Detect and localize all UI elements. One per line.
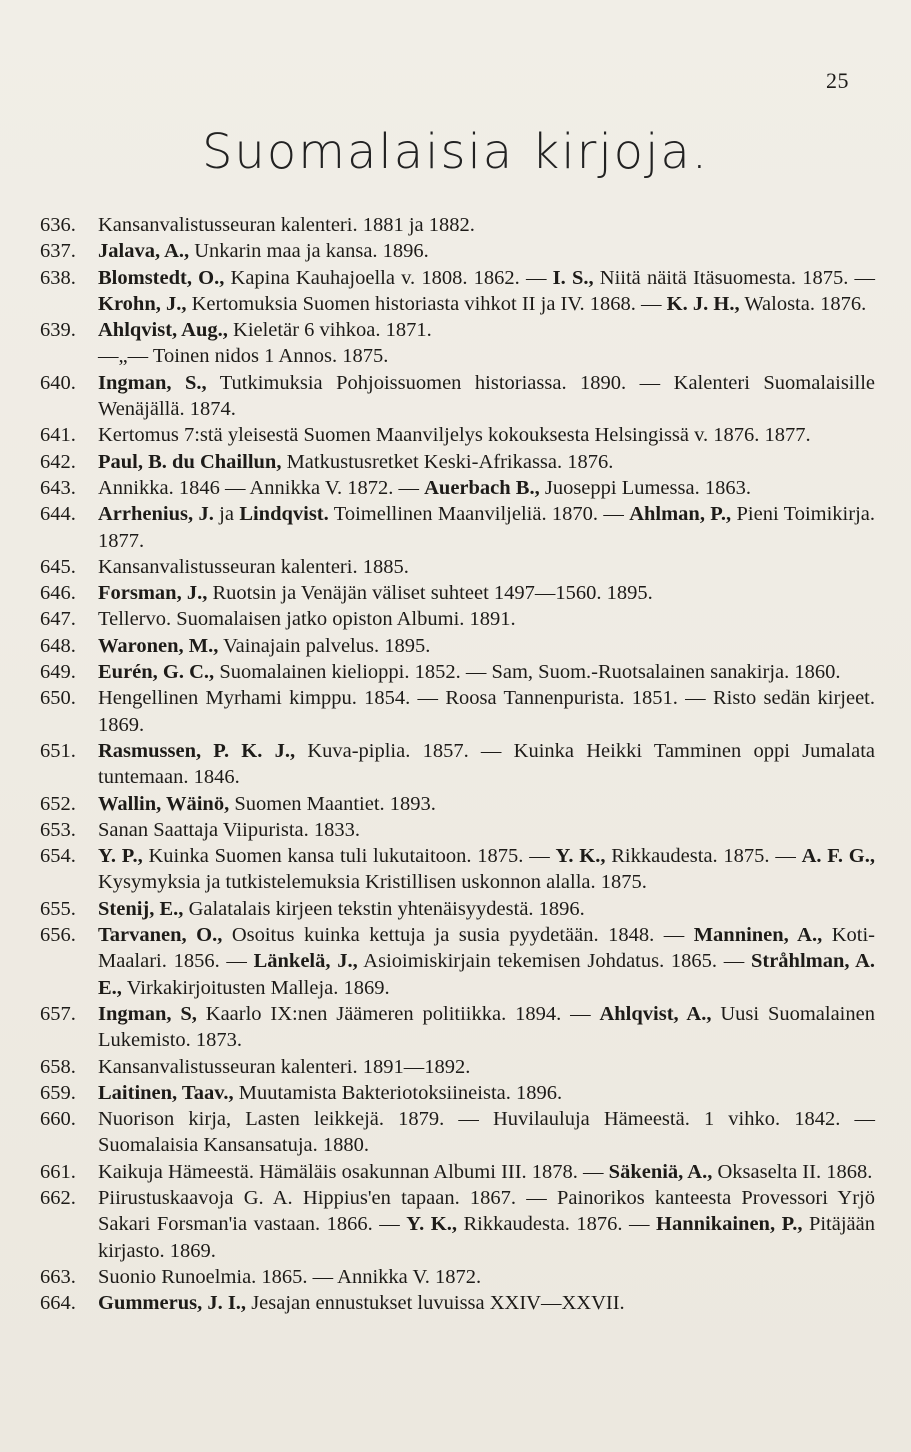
entry-text	[98, 817, 875, 843]
entry-segment: Koti-Maalari. 1856. —	[98, 924, 875, 973]
author-name: Forsman, J.,	[98, 582, 208, 605]
catalog-entry	[40, 791, 875, 817]
entry-text	[98, 370, 875, 423]
entry-segment: —„— Toinen nidos 1 Annos. 1875.	[98, 345, 389, 368]
entry-segment: Sanan Saattaja Viipurista. 1833.	[98, 818, 360, 841]
entry-text	[98, 922, 875, 1001]
entry-text	[98, 843, 875, 896]
entry-segment: Uusi Suomalainen Lukemisto. 1873.	[98, 1002, 875, 1052]
author-name: Ingman, S.,	[98, 371, 207, 394]
entry-text	[98, 1290, 875, 1316]
catalog-entry	[40, 212, 875, 238]
entry-segment: ja	[213, 503, 240, 526]
author-name: Lindqvist.	[239, 503, 329, 526]
author-name: Ingman, S,	[98, 1002, 197, 1025]
entry-segment: Rikkaudesta. 1875. —	[605, 845, 802, 868]
page-number: 25	[826, 68, 849, 93]
entry-text	[98, 449, 875, 475]
entry-segment: Matkustusretket Keski-Afrikassa. 1876.	[281, 450, 614, 473]
entry-segment: Suomalainen kielioppi. 1852. — Sam, Suom.-Ruotsalainen sanakirja. 1860.	[214, 661, 841, 684]
entry-text	[98, 265, 875, 318]
entry-segment: Pieni Toimikirja. 1877.	[98, 503, 876, 552]
entry-number: 645.	[40, 555, 76, 578]
entry-text	[98, 659, 875, 685]
entry-text	[98, 554, 875, 580]
entry-segment: Niitä näitä Itäsuomesta. 1875. —	[593, 266, 875, 289]
catalog-entry	[40, 265, 875, 318]
entry-number: 655.	[40, 897, 76, 920]
author-name: Paul, B. du Chaillun,	[98, 450, 282, 473]
entry-segment: Kertomuksia Suomen historiasta vihkot II ja IV. 1868. —	[186, 292, 667, 315]
entry-text	[98, 606, 875, 632]
author-name: Rasmussen, P. K. J.,	[98, 739, 296, 762]
author-name: Hannikainen, P.,	[656, 1213, 803, 1236]
entry-number: 636.	[40, 214, 76, 236]
entry-number: 640.	[40, 371, 76, 394]
author-name: Waronen, M.,	[98, 634, 219, 657]
entry-text	[98, 1054, 875, 1080]
author-name: Laitinen, Taav.,	[98, 1081, 234, 1104]
entry-text	[98, 212, 875, 238]
catalog-entry	[40, 422, 875, 448]
entry-text	[98, 343, 875, 369]
entry-number: 643.	[40, 476, 76, 499]
author-name: Ahlqvist, A.,	[599, 1002, 712, 1025]
entry-segment: Tutkimuksia Pohjoissuomen historiassa. 1890. — Kalenteri Suomalaisille Wenäjällä. 1874.	[98, 371, 875, 421]
catalog-entry	[40, 1185, 875, 1264]
entry-number: 652.	[40, 792, 76, 815]
entry-number: 662.	[40, 1186, 76, 1209]
entry-text	[98, 580, 875, 606]
author-name: Säkeniä, A.,	[608, 1160, 713, 1183]
entry-number: 661.	[40, 1160, 76, 1183]
entry-text	[98, 1185, 875, 1264]
author-name: Krohn, J.,	[98, 292, 187, 315]
entry-text	[98, 1106, 875, 1159]
author-name: Länkelä, J.,	[253, 950, 358, 973]
entry-text	[98, 422, 875, 448]
catalog-entry	[40, 343, 875, 369]
author-name: Tarvanen, O.,	[98, 924, 223, 947]
author-name: Stenij, E.,	[98, 897, 184, 920]
entry-segment: Jesajan ennustukset luvuissa XXIV—XXVII.	[246, 1292, 625, 1315]
author-name: Y. P.,	[98, 845, 143, 868]
author-name: Ahlman, P.,	[629, 503, 732, 526]
catalog-entry	[40, 501, 875, 554]
entry-segment: Nuorison kirja, Lasten leikkejä. 1879. — Huvilauluja Hämeestä. 1 vihko. 1842. — Suomalaisia Kansansatuja. 1880.	[98, 1108, 875, 1157]
catalog-entry	[40, 606, 875, 632]
author-name: Gummerus, J. I.,	[98, 1292, 247, 1315]
author-name: Ahlqvist, Aug.,	[98, 319, 228, 342]
entry-segment: Kansanvalistusseuran kalenteri. 1891—1892.	[98, 1055, 471, 1078]
entry-text	[98, 738, 875, 791]
entry-text	[98, 475, 875, 501]
entry-segment: Kansanvalistusseuran kalenteri. 1881 ja 1882.	[98, 214, 475, 236]
entry-text	[98, 791, 875, 817]
catalog-entry	[40, 238, 875, 264]
entry-segment: Hengellinen Myrhami kimppu. 1854. — Roosa Tannenpurista. 1851. — Risto sedän kirjeet. 1869.	[98, 687, 875, 736]
entry-number: 658.	[40, 1055, 76, 1078]
catalog-entries	[40, 212, 875, 1316]
author-name: Stråhlman, A. E.,	[98, 950, 875, 999]
author-name: Eurén, G. C.,	[98, 661, 215, 684]
entry-segment: Oksaselta II. 1868.	[712, 1160, 873, 1183]
catalog-entry	[40, 317, 875, 343]
entry-segment: Kertomus 7:stä yleisestä Suomen Maanviljelys kokouksesta Helsingissä v. 1876. 1877.	[98, 424, 811, 447]
entry-segment: Kansanvalistusseuran kalenteri. 1885.	[98, 555, 409, 578]
entry-text	[98, 896, 875, 922]
entry-segment: Ruotsin ja Venäjän väliset suhteet 1497—1560. 1895.	[207, 582, 653, 605]
entry-segment: Osoitus kuinka kettuja ja susia pyydetään. 1848. —	[222, 924, 694, 947]
entry-text	[98, 501, 875, 554]
catalog-entry	[40, 843, 875, 896]
catalog-entry	[40, 922, 875, 1001]
entry-segment: Suonio Runoelmia. 1865. — Annikka V. 1872.	[98, 1265, 482, 1288]
entry-text	[98, 685, 875, 738]
author-name: K. J. H.,	[666, 292, 740, 315]
entry-number: 651.	[40, 739, 76, 762]
entry-number: 664.	[40, 1292, 76, 1315]
entry-number: 659.	[40, 1081, 76, 1104]
entry-number: 638.	[40, 266, 76, 289]
author-name: Auerbach B.,	[424, 476, 540, 499]
entry-segment: Kaarlo IX:nen Jäämeren politiikka. 1894. —	[196, 1002, 600, 1025]
entry-text	[98, 1264, 875, 1290]
entry-number: 642.	[40, 450, 76, 473]
entry-segment: Annikka. 1846 — Annikka V. 1872. —	[98, 476, 425, 499]
entry-number: 663.	[40, 1265, 76, 1288]
entry-number: 653.	[40, 818, 76, 841]
author-name: Y. K.,	[555, 845, 606, 868]
author-name: Wallin, Wäinö,	[98, 792, 230, 815]
entry-number: 648.	[40, 634, 76, 657]
entry-segment: Muutamista Bakteriotoksiineista. 1896.	[233, 1081, 563, 1104]
entry-segment: Kapina Kauhajoella v. 1808. 1862. —	[224, 266, 553, 289]
entry-text	[98, 238, 875, 264]
entry-segment: Galatalais kirjeen tekstin yhtenäisyydestä. 1896.	[183, 897, 585, 920]
entry-segment: Virkakirjoitusten Malleja. 1869.	[121, 976, 390, 999]
entry-segment: Unkarin maa ja kansa. 1896.	[189, 240, 429, 263]
entry-segment: Kaikuja Hämeestä. Hämäläis osakunnan Albumi III. 1878. —	[98, 1160, 609, 1183]
author-name: Jalava, A.,	[98, 240, 190, 263]
entry-number: 644.	[40, 503, 76, 526]
entry-number: 657.	[40, 1002, 76, 1025]
entry-number: 660.	[40, 1108, 76, 1131]
catalog-entry	[40, 580, 875, 606]
entry-number: 646.	[40, 582, 76, 605]
entry-text	[98, 1001, 875, 1054]
author-name: Blomstedt, O.,	[98, 266, 225, 289]
catalog-entry	[40, 1264, 875, 1290]
catalog-entry	[40, 1159, 875, 1185]
entry-segment: Vainajain palvelus. 1895.	[218, 634, 431, 657]
catalog-entry	[40, 554, 875, 580]
author-name: Y. K.,	[406, 1213, 457, 1236]
catalog-entry	[40, 659, 875, 685]
entry-segment: Asioimiskirjain tekemisen Johdatus. 1865. —	[357, 950, 751, 973]
entry-segment: Kuinka Suomen kansa tuli lukutaitoon. 1875. —	[142, 845, 556, 868]
entry-text	[98, 1159, 875, 1185]
entry-segment: Kuva-piplia. 1857. — Kuinka Heikki Tamminen oppi Jumalata tuntemaan. 1846.	[98, 739, 875, 789]
author-name: A. F. G.,	[801, 845, 875, 868]
catalog-entry	[40, 1001, 875, 1054]
entry-segment: Tellervo. Suomalaisen jatko opiston Albumi. 1891.	[98, 608, 516, 631]
entry-segment: Piirustuskaavoja G. A. Hippius'en tapaan. 1867. — Painorikos kanteesta Provessori Yrjö Sakari Forsman'ia vastaan. 1866. —	[98, 1186, 875, 1236]
entry-number: 641.	[40, 424, 76, 447]
entry-segment: Juoseppi Lumessa. 1863.	[539, 476, 751, 499]
catalog-entry	[40, 738, 875, 791]
entry-number: 647.	[40, 608, 76, 631]
catalog-entry	[40, 1290, 875, 1316]
catalog-entry	[40, 896, 875, 922]
catalog-entry	[40, 370, 875, 423]
entry-segment: Kieletär 6 vihkoa. 1871.	[227, 319, 432, 342]
catalog-entry	[40, 1080, 875, 1106]
entry-text	[98, 317, 875, 343]
catalog-entry	[40, 449, 875, 475]
catalog-entry	[40, 685, 875, 738]
catalog-entry	[40, 1054, 875, 1080]
entry-segment: Suomen Maantiet. 1893.	[229, 792, 436, 815]
entry-segment: Kysymyksia ja tutkistelemuksia Kristillisen uskonnon alalla. 1875.	[98, 871, 647, 894]
entry-number: 656.	[40, 924, 76, 947]
entry-text	[98, 633, 875, 659]
catalog-entry	[40, 475, 875, 501]
entry-segment: Rikkaudesta. 1876. —	[456, 1213, 657, 1236]
catalog-entry	[40, 817, 875, 843]
entry-segment: Toimellinen Maanviljeliä. 1870. —	[328, 503, 630, 526]
author-name: Manninen, A.,	[693, 924, 823, 947]
entry-segment: Pitäjään kirjasto. 1869.	[98, 1213, 875, 1262]
entry-number: 637.	[40, 240, 76, 263]
catalog-entry	[40, 633, 875, 659]
catalog-entry	[40, 1106, 875, 1159]
entry-segment: Walosta. 1876.	[739, 292, 867, 315]
author-name: Arrhenius, J.	[98, 503, 214, 526]
entry-number: 650.	[40, 687, 76, 710]
entry-number: 639.	[40, 319, 76, 342]
page-title: Suomalaisia kirjoja.	[201, 124, 710, 180]
entry-number: 654.	[40, 845, 76, 868]
entry-text	[98, 1080, 875, 1106]
entry-number: 649.	[40, 661, 76, 684]
author-name: I. S.,	[552, 266, 594, 289]
